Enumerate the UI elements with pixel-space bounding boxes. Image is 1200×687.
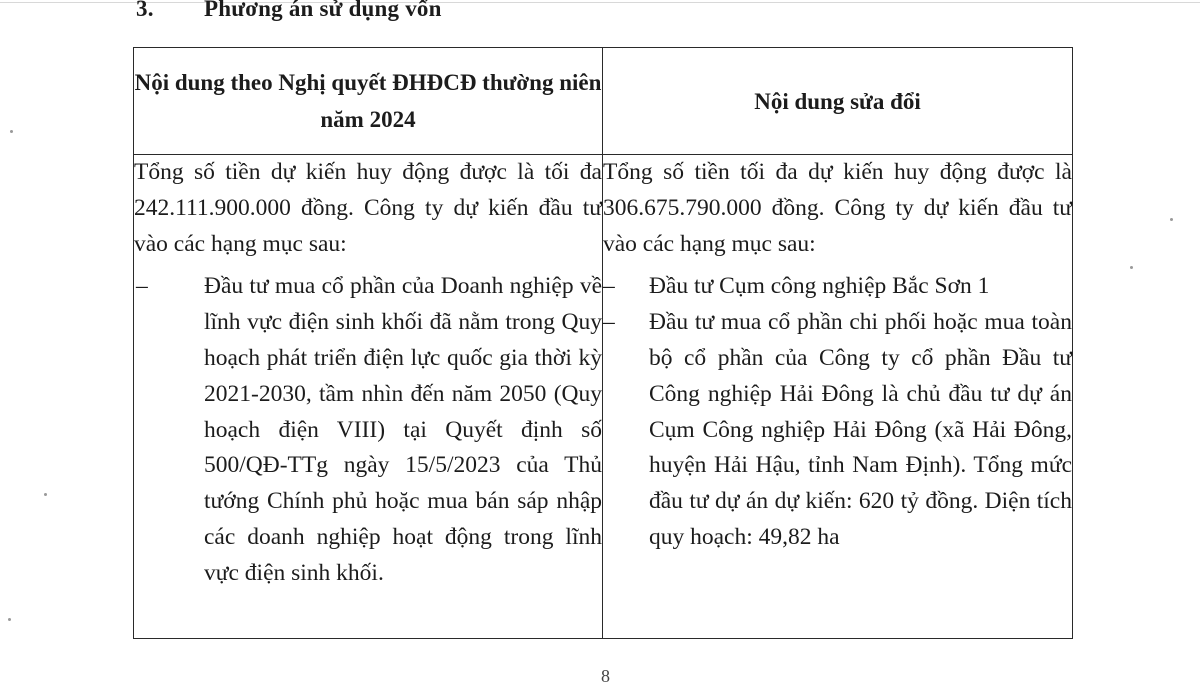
scan-speck	[10, 130, 13, 133]
page-number: 8	[601, 666, 610, 686]
list-item	[603, 305, 1072, 556]
header-amended-content: Nội dung sửa đổi	[603, 48, 1073, 155]
section-number: 3.	[136, 0, 154, 21]
original-item-list	[134, 269, 602, 591]
scan-speck	[1170, 218, 1173, 221]
dash-marker: –	[603, 309, 615, 336]
original-content-cell	[134, 155, 603, 639]
list-item-text: Đầu tư mua cổ phần của Doanh nghiệp về lĩnh vực điện sinh khối đã nằm trong Quy hoạch phát triển điện lực quốc gia thời kỳ 2021-2030, tầm nhìn đến năm 2050 (Quy hoạch điện VIII) tại Quyết định số 500/QĐ-TTg ngày 15/5/2023 của Thủ tướng Chính phủ hoặc mua bán sáp nhập các doanh nghiệp hoạt động trong lĩnh vực điện sinh khối.	[204, 273, 602, 586]
list-item-text: Đầu tư mua cổ phần chi phối hoặc mua toàn bộ cổ phần của Công ty cổ phần Đầu tư Công nghiệp Hải Đông là chủ đầu tư dự án Cụm Công nghiệp Hải Đông (xã Hải Đông, huyện Hải Hậu, tỉnh Nam Định). Tổng mức đầu tư dự án dự kiến: 620 tỷ đồng. Diện tích quy hoạch: 49,82 ha	[649, 309, 1072, 550]
amended-intro: Tổng số tiền tối đa dự kiến huy động được là 306.675.790.000 đồng. Công ty dự kiến đầu tư vào các hạng mục sau:	[603, 159, 1072, 257]
section-title: Phương án sử dụng vốn	[204, 0, 442, 21]
list-item	[603, 269, 1072, 305]
scan-speck	[8, 618, 11, 621]
amended-content-cell	[603, 155, 1073, 639]
comparison-table	[133, 47, 1073, 639]
list-item	[134, 269, 602, 591]
dash-marker: –	[603, 273, 615, 300]
amended-item-list	[603, 269, 1072, 555]
scan-speck	[44, 493, 47, 496]
header-original-content: Nội dung theo Nghị quyết ĐHĐCĐ thường niên năm 2024	[134, 48, 603, 155]
section-heading	[136, 0, 442, 22]
original-intro: Tổng số tiền dự kiến huy động được là tối đa 242.111.900.000 đồng. Công ty dự kiến đầu tư vào các hạng mục sau:	[134, 159, 602, 257]
table-row	[134, 155, 1073, 639]
scan-speck	[1130, 266, 1133, 269]
list-item-text: Đầu tư Cụm công nghiệp Bắc Sơn 1	[649, 273, 990, 300]
dash-marker: –	[136, 273, 148, 300]
table-header-row	[134, 48, 1073, 155]
